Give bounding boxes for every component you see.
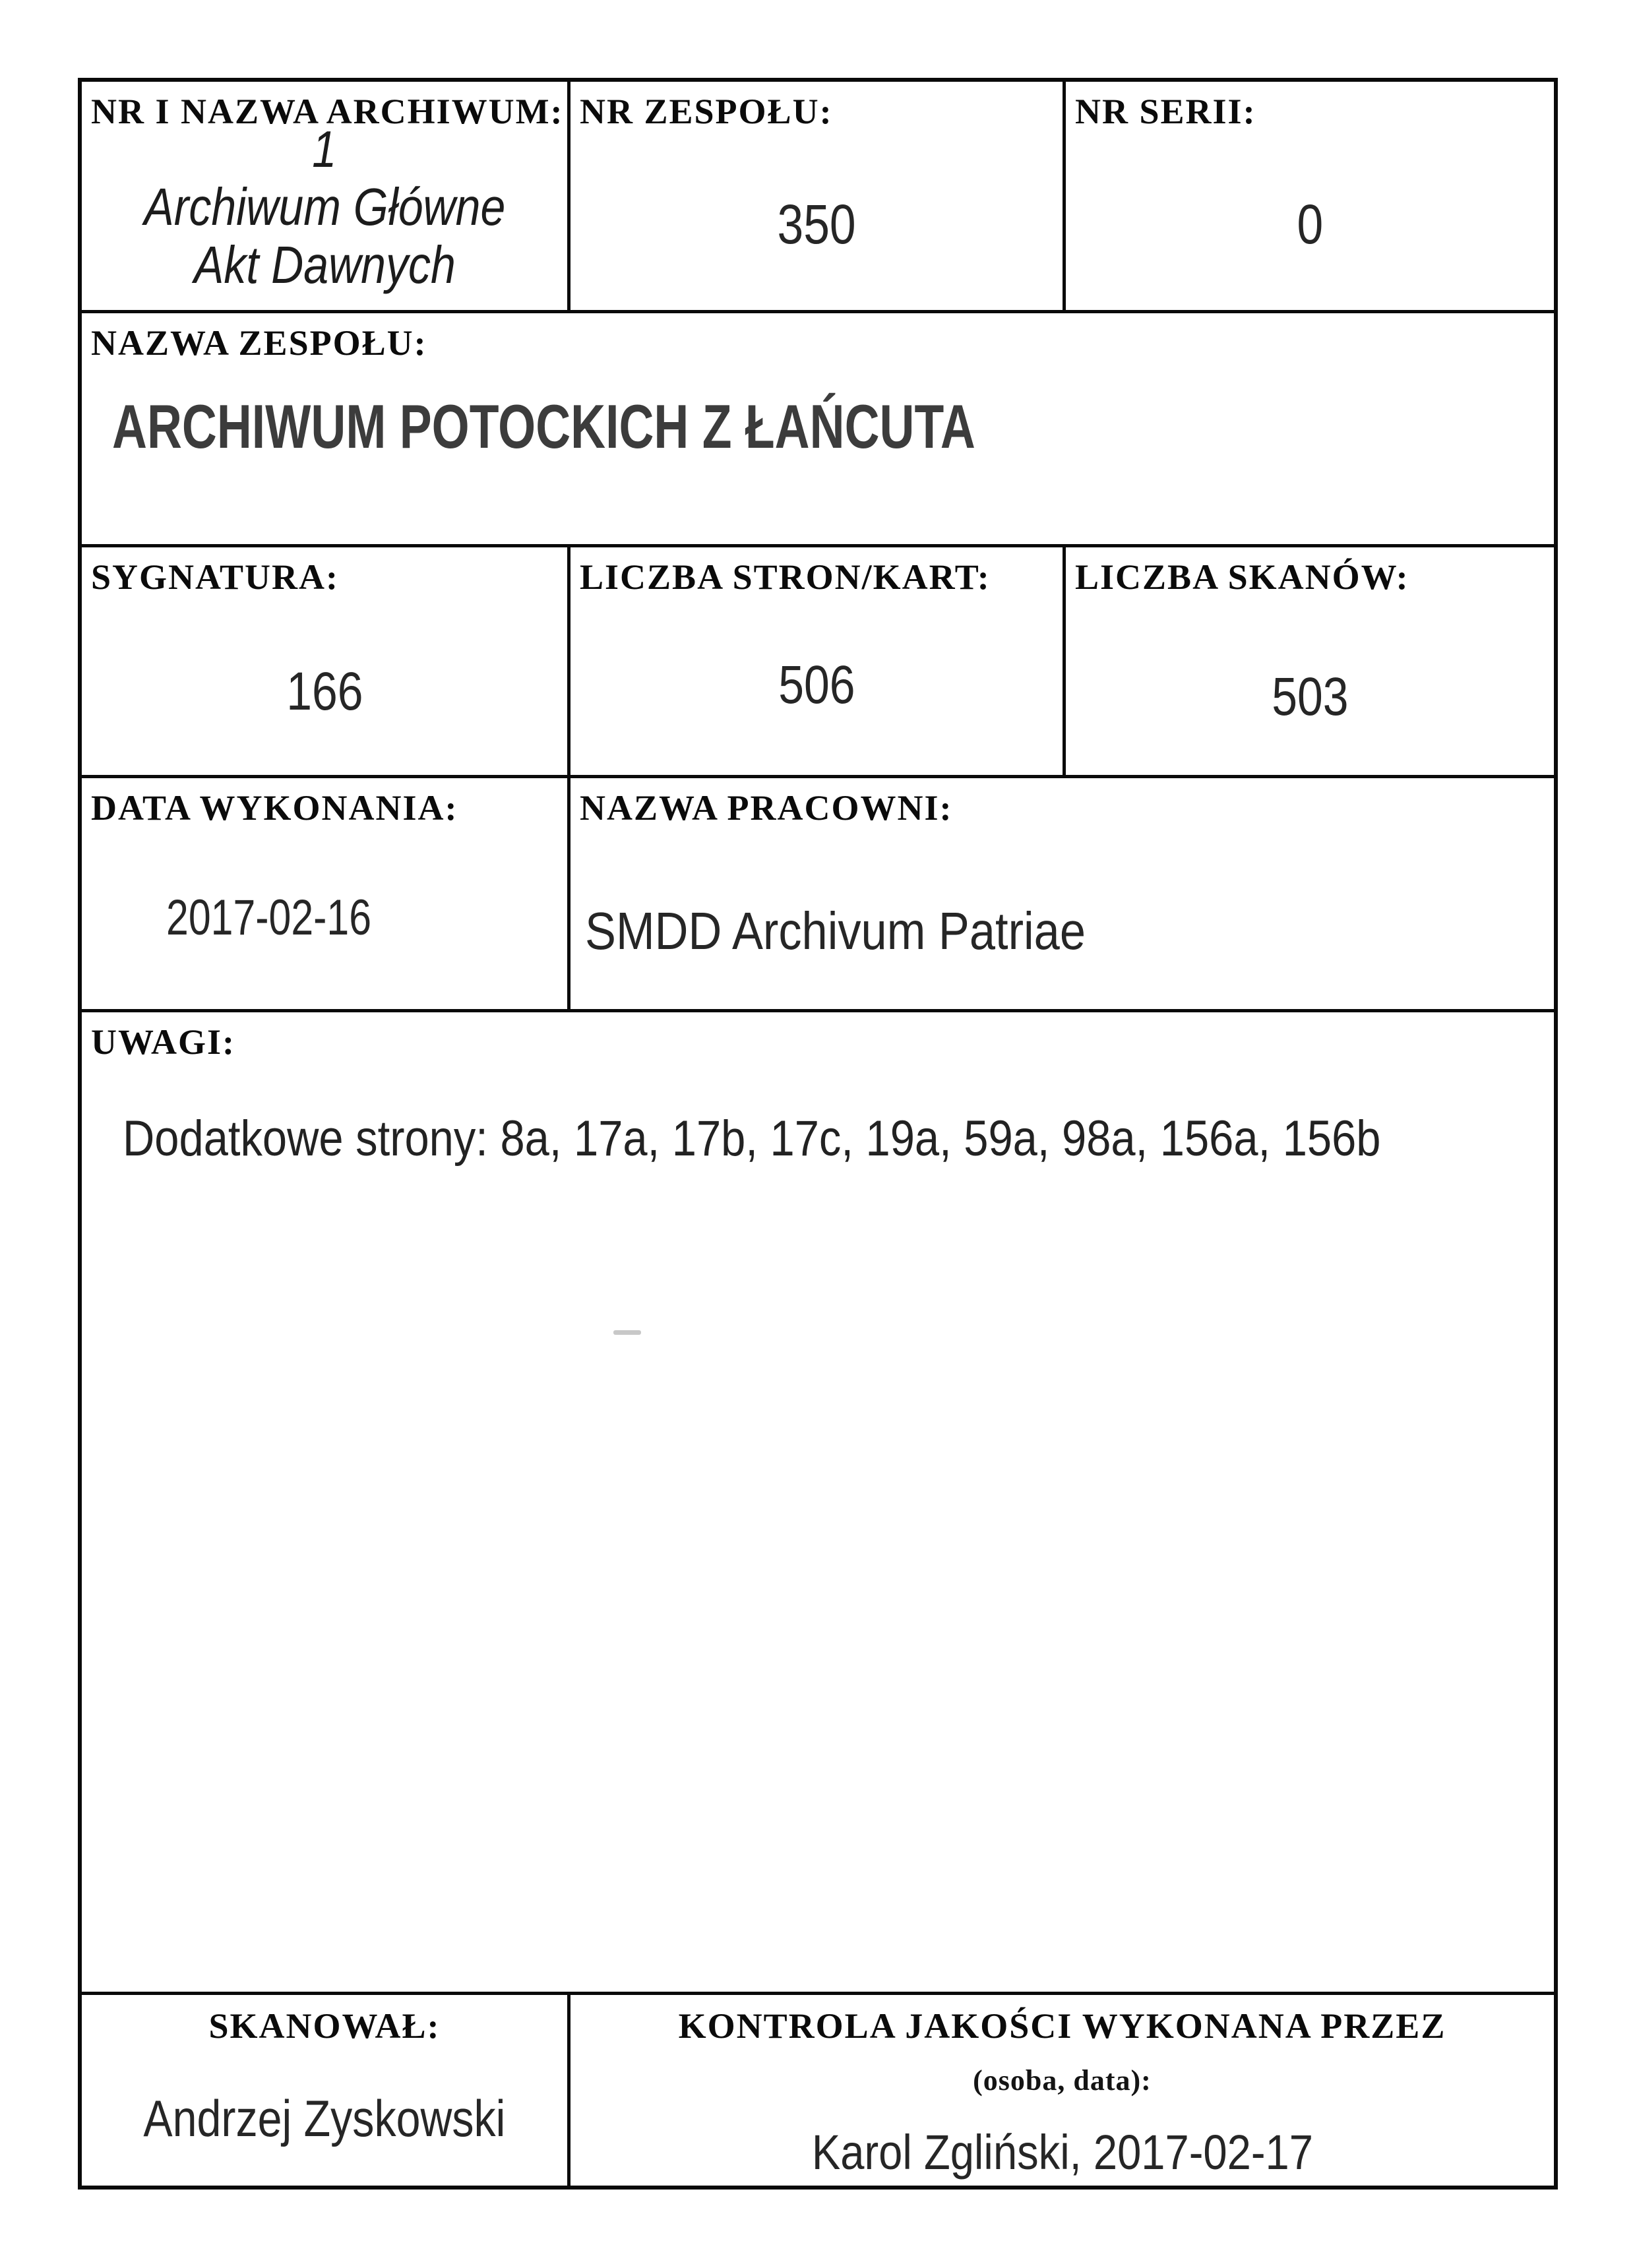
series-number-value: 0 bbox=[1297, 193, 1323, 255]
fonds-name-value: ARCHIWUM POTOCKICH Z ŁAŃCUTA bbox=[112, 392, 975, 461]
archive-name-line2: Akt Dawnych bbox=[193, 235, 456, 294]
cell-scans-count bbox=[1066, 547, 1554, 778]
fonds-number-value: 350 bbox=[777, 193, 856, 255]
scanned-by-label: SKANOWAŁ: bbox=[208, 2006, 441, 2046]
pages-count-value: 506 bbox=[778, 655, 855, 715]
pages-count-label: LICZBA STRON/KART: bbox=[580, 557, 991, 597]
fonds-number-label: NR ZESPOŁU: bbox=[580, 92, 833, 131]
scans-count-value: 503 bbox=[1271, 667, 1349, 727]
cell-fonds-number bbox=[571, 82, 1066, 313]
cell-archive bbox=[82, 82, 571, 313]
cell-quality-control bbox=[571, 1995, 1554, 2186]
series-number-label: NR SERII: bbox=[1075, 92, 1256, 131]
workshop-name-value: SMDD Archivum Patriae bbox=[585, 902, 1086, 960]
remarks-value: Dodatkowe strony: 8a, 17a, 17b, 17c, 19a, 59a, 98a, 156a, 156b bbox=[123, 1111, 1381, 1167]
archive-label: NR I NAZWA ARCHIWUM: bbox=[91, 92, 564, 131]
scan-artifact-mark bbox=[613, 1330, 641, 1335]
archive-number: 1 bbox=[312, 120, 337, 178]
quality-control-value: Karol Zgliński, 2017-02-17 bbox=[811, 2125, 1313, 2180]
cell-series-number bbox=[1066, 82, 1554, 313]
archive-metadata-table bbox=[78, 78, 1558, 2190]
cell-fonds-name bbox=[82, 313, 1554, 547]
workshop-name-label: NAZWA PRACOWNI: bbox=[580, 788, 953, 828]
quality-control-label: KONTROLA JAKOŚCI WYKONANA PRZEZ bbox=[678, 2006, 1446, 2046]
scans-count-label: LICZBA SKANÓW: bbox=[1075, 557, 1409, 597]
cell-signature bbox=[82, 547, 571, 778]
quality-control-sublabel: (osoba, data): bbox=[973, 2064, 1152, 2097]
signature-label: SYGNATURA: bbox=[91, 557, 340, 597]
signature-value: 166 bbox=[286, 661, 363, 721]
cell-workshop-name bbox=[571, 778, 1554, 1012]
archive-name-line1: Archiwum Główne bbox=[144, 177, 505, 236]
execution-date-value: 2017-02-16 bbox=[166, 890, 372, 946]
cell-remarks bbox=[82, 1012, 1554, 1995]
cell-pages-count bbox=[571, 547, 1066, 778]
cell-scanned-by bbox=[82, 1995, 571, 2186]
fonds-name-label: NAZWA ZESPOŁU: bbox=[91, 323, 427, 363]
cell-execution-date bbox=[82, 778, 571, 1012]
remarks-label: UWAGI: bbox=[91, 1022, 236, 1062]
scanned-by-value: Andrzej Zyskowski bbox=[143, 2089, 506, 2147]
execution-date-label: DATA WYKONANIA: bbox=[91, 788, 458, 828]
archive-value bbox=[82, 120, 567, 294]
